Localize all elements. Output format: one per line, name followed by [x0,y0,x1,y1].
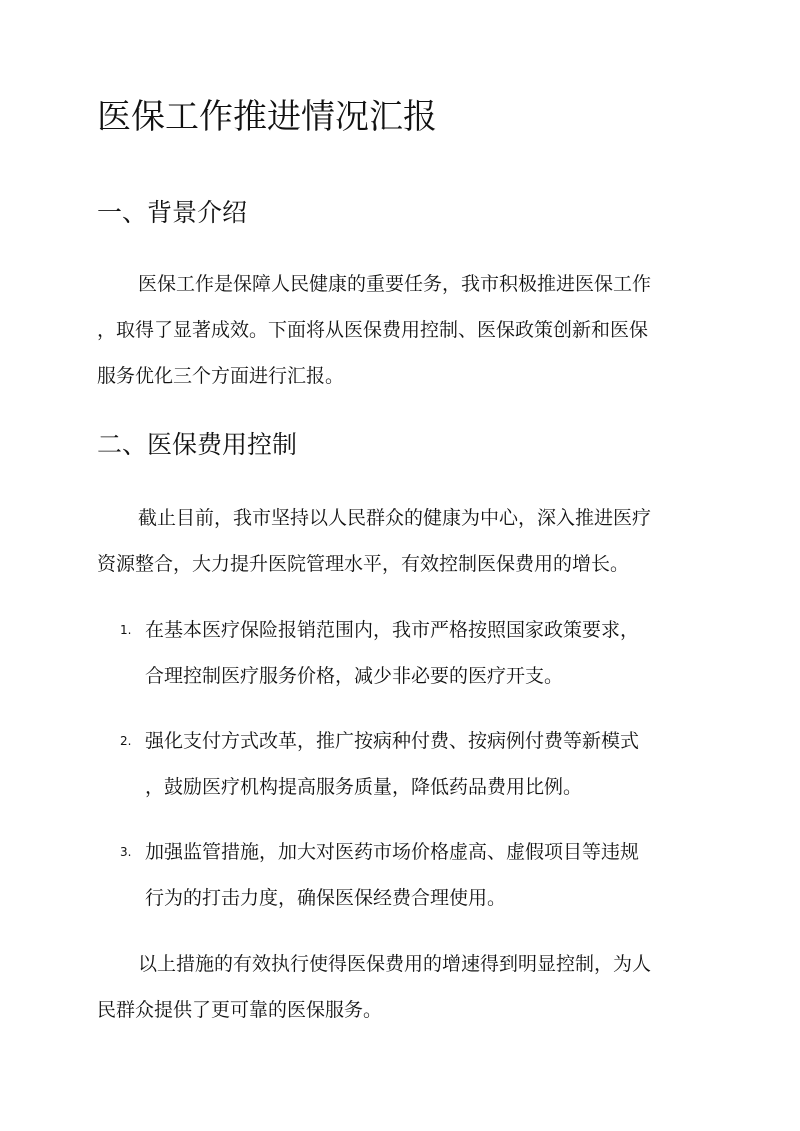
list-item-line: 强化支付方式改革，推广按病种付费、按病例付费等新模式 [145,730,640,752]
paragraph-line: 资源整合，大力提升医院管理水平，有效控制医保费用的增长。 [97,553,630,575]
list-item-number: 1. [120,623,132,637]
list-item-number: 2. [120,734,132,748]
list-item-number: 3. [120,845,132,859]
paragraph-background [97,261,707,399]
paragraph-line: 以上措施的有效执行使得医保费用的增速得到明显控制，为人 [138,953,652,975]
list-item-line: 行为的打击力度，确保医保经费合理使用。 [145,887,507,909]
paragraph-line: 服务优化三个方面进行汇报。 [97,365,345,387]
paragraph-line: ，取得了显著成效。下面将从医保费用控制、医保政策创新和医保 [97,319,649,341]
paragraph-line: 民群众提供了更可靠的医保服务。 [97,999,383,1021]
paragraph-line: 医保工作是保障人民健康的重要任务，我市积极推进医保工作 [138,273,652,295]
list-item-line: 在基本医疗保险报销范围内，我市严格按照国家政策要求， [145,619,640,641]
list-item-line: 加强监管措施，加大对医药市场价格虚高、虚假项目等违规 [145,841,640,863]
paragraph-cost-control-closing [97,941,707,1033]
section-heading-background: 一、背景介绍 [97,198,248,227]
paragraph-line: 截止目前，我市坚持以人民群众的健康为中心，深入推进医疗 [138,507,652,529]
list-item-line: ，鼓励医疗机构提高服务质量，降低药品费用比例。 [145,776,583,798]
paragraph-cost-control-intro [97,495,707,587]
section-heading-cost-control: 二、医保费用控制 [97,430,298,459]
list-item-line: 合理控制医疗服务价格，减少非必要的医疗开支。 [145,665,564,687]
page-title: 医保工作推进情况汇报 [97,97,437,137]
